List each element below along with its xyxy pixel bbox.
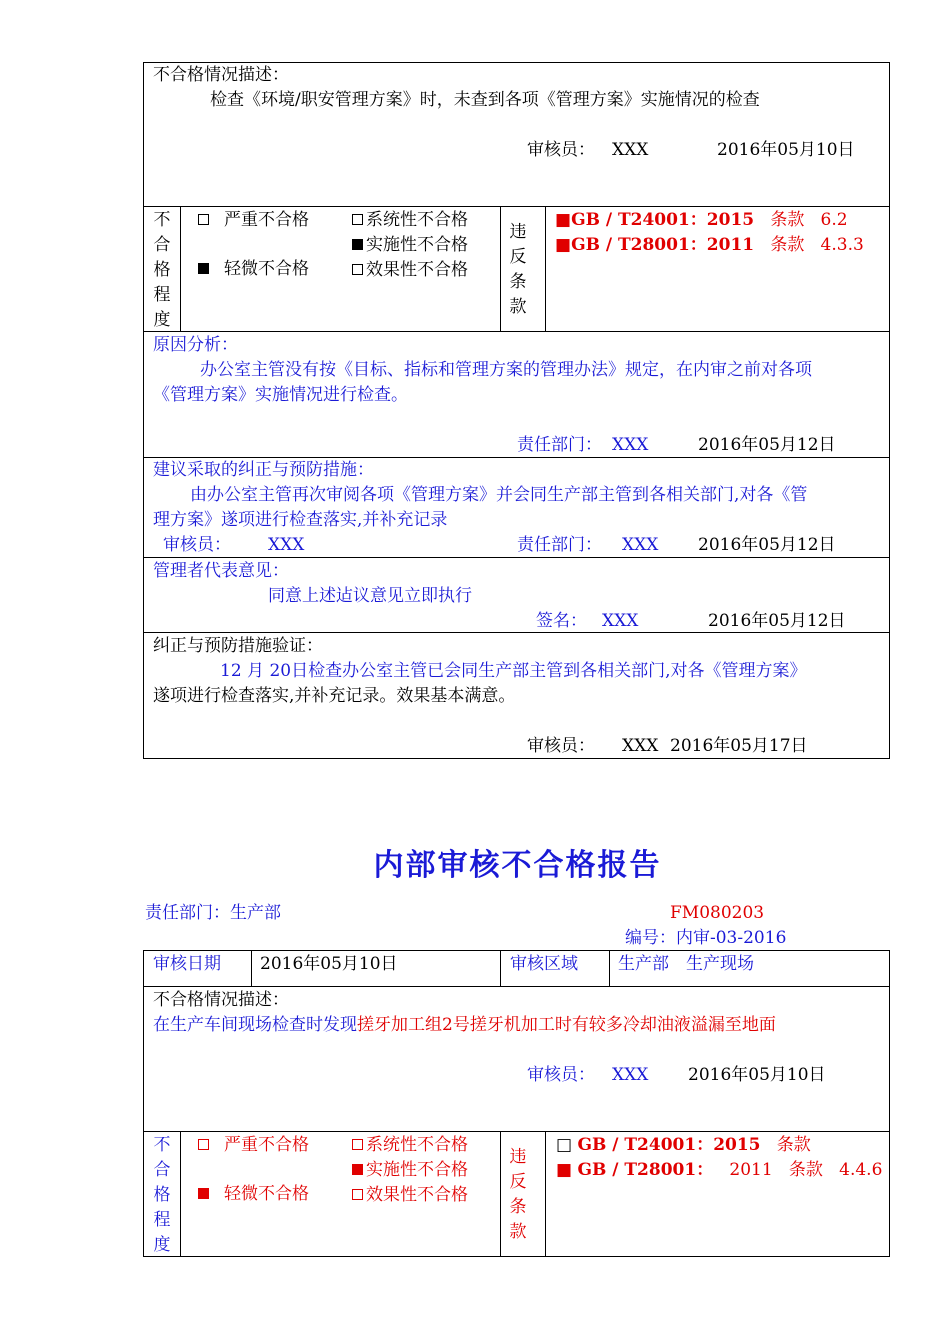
- auditor-name: XXX: [612, 1065, 649, 1085]
- dept-name: XXX: [612, 435, 649, 455]
- row-divider: [143, 986, 890, 987]
- report-title: 内部审核不合格报告: [373, 848, 662, 883]
- serious-checkbox[interactable]: [198, 1139, 209, 1150]
- col-divider: [545, 1131, 546, 1257]
- audit-area-value: 生产部 生产现场: [618, 954, 754, 974]
- effectiveness-checkbox[interactable]: [352, 264, 363, 275]
- auditor-date: 2016年05月10日: [717, 140, 855, 160]
- col-divider: [180, 206, 181, 331]
- row-divider: [143, 457, 890, 458]
- verify-text: 12 月 20日检查办公室主管已会同生产部主管到各相关部门,对各《管理方案》: [220, 661, 807, 681]
- col-divider: [500, 1131, 501, 1257]
- description-label: 不合格情况描述：: [153, 990, 289, 1010]
- verify-auditor-name: XXX: [622, 736, 659, 756]
- violation-label: 违 反 条 款: [509, 222, 527, 317]
- measure-auditor-label: 审核员：: [163, 535, 231, 555]
- dept-label: 责任部门：: [517, 435, 602, 455]
- sign-label: 签名：: [536, 611, 587, 631]
- audit-area-label: 审核区域: [510, 954, 578, 974]
- row-divider: [143, 557, 890, 558]
- description-label: 不合格情况描述：: [153, 65, 289, 85]
- implementation-label: 实施性不合格: [366, 1160, 468, 1180]
- audit-date-value: 2016年05月10日: [260, 954, 398, 974]
- minor-checkbox[interactable]: [198, 1188, 209, 1199]
- responsible-dept: 责任部门：生产部: [145, 903, 281, 923]
- effectiveness-label: 效果性不合格: [366, 260, 468, 280]
- cause-date: 2016年05月12日: [698, 435, 836, 455]
- verify-text: 遂项进行检查落实,并补充记录。效果基本满意。: [153, 686, 516, 706]
- col-divider: [609, 950, 610, 986]
- sign-name: XXX: [602, 611, 639, 631]
- minor-label: 轻微不合格: [224, 1184, 309, 1204]
- description-text: 在生产车间现场检查时发现搓牙加工组2号搓牙机加工时有较多冷却油液溢漏至地面: [153, 1015, 776, 1035]
- violation-label: 违 反 条 款: [509, 1147, 527, 1242]
- measure-dept-name: XXX: [622, 535, 659, 555]
- systematic-checkbox[interactable]: [352, 1139, 363, 1150]
- minor-label: 轻微不合格: [224, 259, 309, 279]
- clause-line: ■ GB / T28001： 2011 条款 4.4.6: [556, 1160, 883, 1180]
- col-divider: [180, 1131, 181, 1257]
- form-code: FM080203: [670, 903, 765, 923]
- degree-label: 不 合 格 程 度: [153, 210, 171, 330]
- row-divider: [143, 1131, 890, 1132]
- serious-checkbox[interactable]: [198, 214, 209, 225]
- auditor-label: 审核员：: [527, 1065, 595, 1085]
- verify-date: 2016年05月17日: [670, 736, 808, 756]
- col-divider: [500, 950, 501, 986]
- clause-line: □ GB / T24001：2015 条款: [556, 1135, 811, 1155]
- measure-text: 理方案》遂项进行检查落实,并补充记录: [153, 510, 448, 530]
- implementation-checkbox[interactable]: [352, 239, 363, 250]
- col-divider: [251, 950, 252, 986]
- measure-date: 2016年05月12日: [698, 535, 836, 555]
- implementation-label: 实施性不合格: [366, 235, 468, 255]
- systematic-label: 系统性不合格: [366, 1135, 468, 1155]
- verify-auditor-label: 审核员：: [527, 736, 595, 756]
- auditor-label: 审核员：: [527, 140, 595, 160]
- minor-checkbox[interactable]: [198, 263, 209, 274]
- measure-dept-label: 责任部门：: [517, 535, 602, 555]
- rep-text: 同意上述迠议意见立即执行: [268, 586, 472, 606]
- auditor-date: 2016年05月10日: [688, 1065, 826, 1085]
- cause-text: 《管理方案》实施情况进行检查。: [153, 385, 408, 405]
- auditor-name: XXX: [612, 140, 649, 160]
- systematic-label: 系统性不合格: [366, 210, 468, 230]
- cause-label: 原因分析：: [153, 335, 238, 355]
- audit-date-label: 审核日期: [153, 954, 221, 974]
- row-divider: [143, 331, 890, 332]
- verify-label: 纠正与预防措施验证：: [153, 636, 323, 656]
- clause-line: ■GB / T28001：2011 条款 4.3.3: [555, 235, 864, 255]
- implementation-checkbox[interactable]: [352, 1164, 363, 1175]
- serial-number: 编号：内审-03-2016: [625, 928, 787, 948]
- measure-auditor-name: XXX: [268, 535, 305, 555]
- row-divider: [143, 632, 890, 633]
- degree-label: 不 合 格 程 度: [153, 1135, 171, 1255]
- effectiveness-label: 效果性不合格: [366, 1185, 468, 1205]
- sign-date: 2016年05月12日: [708, 611, 846, 631]
- serious-label: 严重不合格: [224, 1135, 309, 1155]
- cause-text: 办公室主管没有按《目标、指标和管理方案的管理办法》规定，在内审之前对各项: [200, 360, 812, 380]
- systematic-checkbox[interactable]: [352, 214, 363, 225]
- description-text: 检查《环境/职安管理方案》时，未查到各项《管理方案》实施情况的检查: [210, 90, 760, 110]
- col-divider: [500, 206, 501, 331]
- rep-label: 管理者代表意见：: [153, 561, 289, 581]
- row-divider: [143, 206, 890, 207]
- effectiveness-checkbox[interactable]: [352, 1189, 363, 1200]
- col-divider: [545, 206, 546, 331]
- measure-label: 建议采取的纠正与预防措施：: [153, 460, 374, 480]
- measure-text: 由办公室主管再次审阅各项《管理方案》并会同生产部主管到各相关部门,对各《管: [190, 485, 808, 505]
- serious-label: 严重不合格: [224, 210, 309, 230]
- clause-line: ■GB / T24001：2015 条款 6.2: [555, 210, 848, 230]
